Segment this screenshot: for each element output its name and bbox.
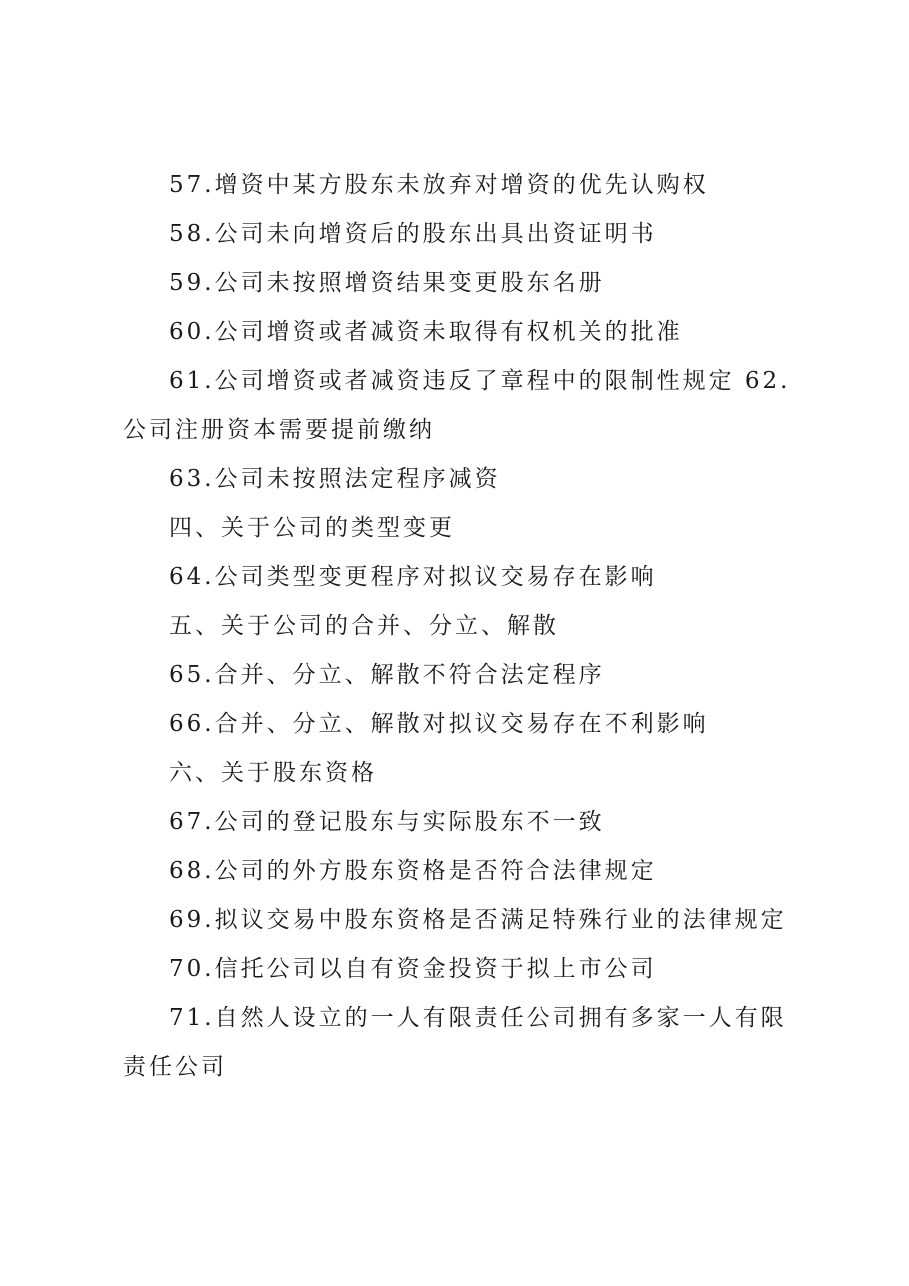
document-body <box>123 161 803 1092</box>
paragraph-67: 67.公司的登记股东与实际股东不一致 <box>169 809 605 835</box>
paragraph-59: 59.公司未按照增资结果变更股东名册 <box>169 270 605 296</box>
paragraph-60: 60.公司增资或者减资未取得有权机关的批准 <box>169 319 683 345</box>
paragraph-71: 71.自然人设立的一人有限责任公司拥有多家一人有限责任公司 <box>123 1005 787 1080</box>
paragraph-63: 63.公司未按照法定程序减资 <box>169 466 501 492</box>
section-heading-5: 五、关于公司的合并、分立、解散 <box>169 613 559 639</box>
paragraph-64: 64.公司类型变更程序对拟议交易存在影响 <box>169 564 657 590</box>
paragraph-68: 68.公司的外方股东资格是否符合法律规定 <box>169 858 657 884</box>
section-heading-6: 六、关于股东资格 <box>169 760 377 786</box>
paragraph-66: 66.合并、分立、解散对拟议交易存在不利影响 <box>169 711 709 737</box>
paragraph-70: 70.信托公司以自有资金投资于拟上市公司 <box>169 956 657 982</box>
paragraph-65: 65.合并、分立、解散不符合法定程序 <box>169 662 605 688</box>
paragraph-58: 58.公司未向增资后的股东出具出资证明书 <box>169 221 657 247</box>
paragraph-69: 69.拟议交易中股东资格是否满足特殊行业的法律规定 <box>169 907 787 933</box>
section-heading-4: 四、关于公司的类型变更 <box>169 515 455 541</box>
paragraph-57: 57.增资中某方股东未放弃对增资的优先认购权 <box>169 172 709 198</box>
paragraph-61-62: 61.公司增资或者减资违反了章程中的限制性规定 62.公司注册资本需要提前缴纳 <box>123 368 791 443</box>
